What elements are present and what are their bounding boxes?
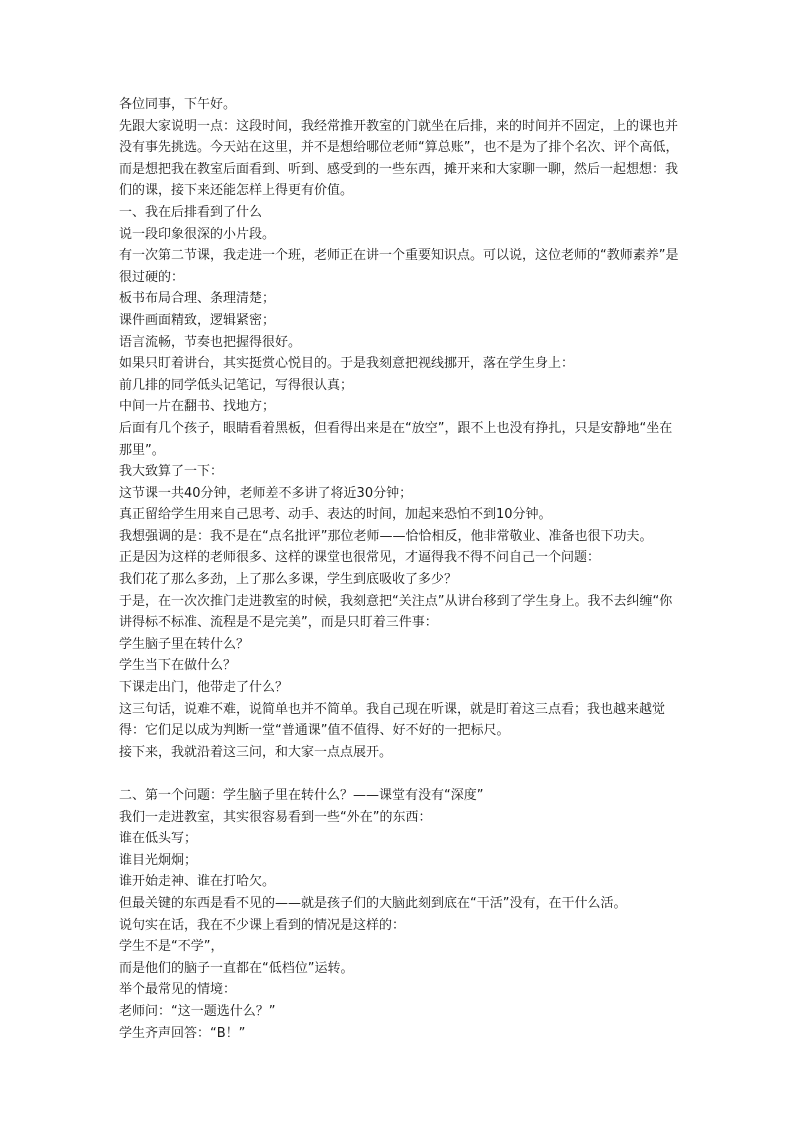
paragraph: 说句实在话，我在不少课上看到的情况是这样的： bbox=[119, 917, 406, 933]
paragraph: 谁开始走神、谁在打哈欠。 bbox=[119, 874, 276, 890]
paragraph: 说一段印象很深的小片段。 bbox=[119, 226, 276, 242]
paragraph: 学生脑子里在转什么？ bbox=[119, 636, 250, 652]
paragraph: 而是他们的脑子一直都在“低档位”运转。 bbox=[119, 960, 354, 976]
paragraph: 谁目光炯炯； bbox=[119, 852, 198, 868]
paragraph: 学生当下在做什么？ bbox=[119, 658, 237, 674]
paragraph: 课件画面精致，逻辑紧密； bbox=[119, 312, 276, 328]
paragraph: 我大致算了一下： bbox=[119, 464, 224, 480]
paragraph: 于是，在一次次推门走进教室的时候，我刻意把“关注点”从讲台移到了学生身上。我不去纠缠“你讲得标不标准、流程是不是完美”，而是只盯着三件事： bbox=[119, 593, 673, 631]
paragraph: 举个最常见的情境： bbox=[119, 982, 237, 998]
paragraph: 中间一片在翻书、找地方； bbox=[119, 399, 276, 415]
paragraph: 板书布局合理、条理清楚； bbox=[119, 291, 276, 307]
paragraph: 但最关键的东西是看不见的——就是孩子们的大脑此刻到底在“干活”没有，在干什么活。 bbox=[119, 895, 627, 911]
paragraph: 下课走出门，他带走了什么？ bbox=[119, 680, 289, 696]
paragraph: 有一次第二节课，我走进一个班，老师正在讲一个重要知识点。可以说，这位老师的“教师素养”是很过硬的： bbox=[119, 248, 679, 285]
paragraph: 学生不是“不学”， bbox=[119, 939, 224, 955]
paragraph: 语言流畅，节奏也把握得很好。 bbox=[119, 334, 302, 350]
paragraph: 这三句话，说难不难，说简单也并不简单。我自己现在听课，就是盯着这三点看；我也越来越觉得：它们足以成为判断一堂“普通课”值不值得、好不好的一把标尺。 bbox=[119, 701, 666, 739]
paragraph: 我们花了那么多劲，上了那么多课，学生到底吸收了多少？ bbox=[119, 572, 458, 588]
paragraph: 谁在低头写； bbox=[119, 831, 198, 847]
paragraph: 一、我在后排看到了什么 bbox=[119, 204, 263, 220]
paragraph: 各位同事，下午好。 bbox=[119, 97, 237, 112]
paragraph: 先跟大家说明一点：这段时间，我经常推开教室的门就坐在后排，来的时间并不固定，上的课也并没有事先挑选。今天站在这里，并不是想给哪位老师“算总账”，也不是为了排个名次、评个高低，而是想把我在教室后面看到、听到、感受到的一些东西，摊开来和大家聊一聊，然后一起想想：我们的课，接下来还能怎样上得更有价值。 bbox=[119, 118, 679, 199]
document-body bbox=[119, 94, 679, 1044]
paragraph: 学生齐声回答：“B！” bbox=[119, 1025, 246, 1041]
paragraph: 正是因为这样的老师很多、这样的课堂也很常见，才逼得我不得不问自己一个问题： bbox=[119, 550, 601, 566]
paragraph: 这节课一共40分钟，老师差不多讲了将近30分钟； bbox=[119, 485, 413, 501]
paragraph: 真正留给学生用来自己思考、动手、表达的时间，加起来恐怕不到10分钟。 bbox=[119, 507, 552, 523]
blank-line bbox=[119, 763, 679, 785]
paragraph: 我们一走进教室，其实很容易看到一些“外在”的东西： bbox=[119, 809, 432, 825]
paragraph: 如果只盯着讲台，其实挺赏心悦目的。于是我刻意把视线挪开，落在学生身上： bbox=[119, 356, 575, 372]
paragraph: 老师问：“这一题选什么？” bbox=[119, 1003, 276, 1019]
paragraph: 前几排的同学低头记笔记，写得很认真； bbox=[119, 377, 354, 393]
paragraph: 我想强调的是：我不是在“点名批评”那位老师——恰恰相反，他非常敬业、准备也很下功夫。 bbox=[119, 528, 653, 544]
paragraph: 后面有几个孩子，眼睛看着黑板，但看得出来是在“放空”，跟不上也没有挣扎，只是安静地“坐在那里”。 bbox=[119, 420, 673, 458]
paragraph: 接下来，我就沿着这三问，和大家一点点展开。 bbox=[119, 744, 393, 760]
paragraph: 二、第一个问题：学生脑子里在转什么？——课堂有没有“深度” bbox=[119, 788, 484, 803]
